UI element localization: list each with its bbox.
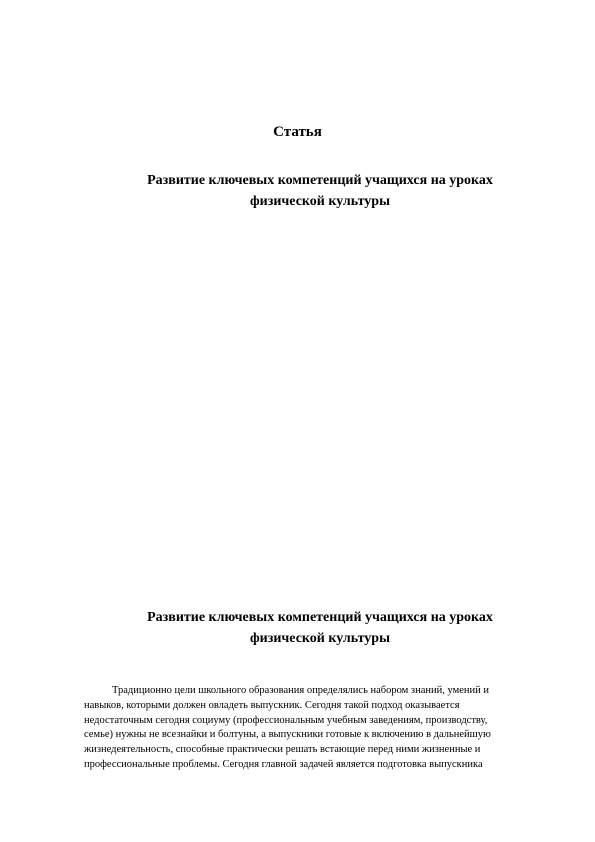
section-title (0, 607, 595, 649)
article-title-line: физической культуры (249, 194, 391, 209)
body-line: Традиционно цели школьного образования определялись набором знаний, умений и (112, 685, 489, 696)
body-line: навыков, которыми должен овладеть выпускник. Сегодня такой подход оказывается (84, 699, 460, 711)
body-line: профессиональные проблемы. Сегодня главной задачей является подготовка выпускника (84, 758, 483, 770)
body-line: жизнедеятельность, способные практически решать встающие перед ними жизненные и (84, 744, 481, 756)
body-paragraph (84, 684, 544, 773)
body-line: недостаточным сегодня социуму (профессиональным учебным заведениям, производству, (84, 714, 488, 726)
section-title-line: физической культуры (249, 631, 391, 646)
section-title-line: Развитие ключевых компетенций учащихся на уроках (147, 610, 493, 625)
body-line: семье) нужны не всезнайки и болтуны, а выпускники готовые к включению в дальнейшую (84, 729, 491, 741)
article-title (0, 170, 595, 212)
document-type-heading: Статья (273, 124, 322, 140)
article-title-line: Развитие ключевых компетенций учащихся на уроках (147, 173, 493, 188)
